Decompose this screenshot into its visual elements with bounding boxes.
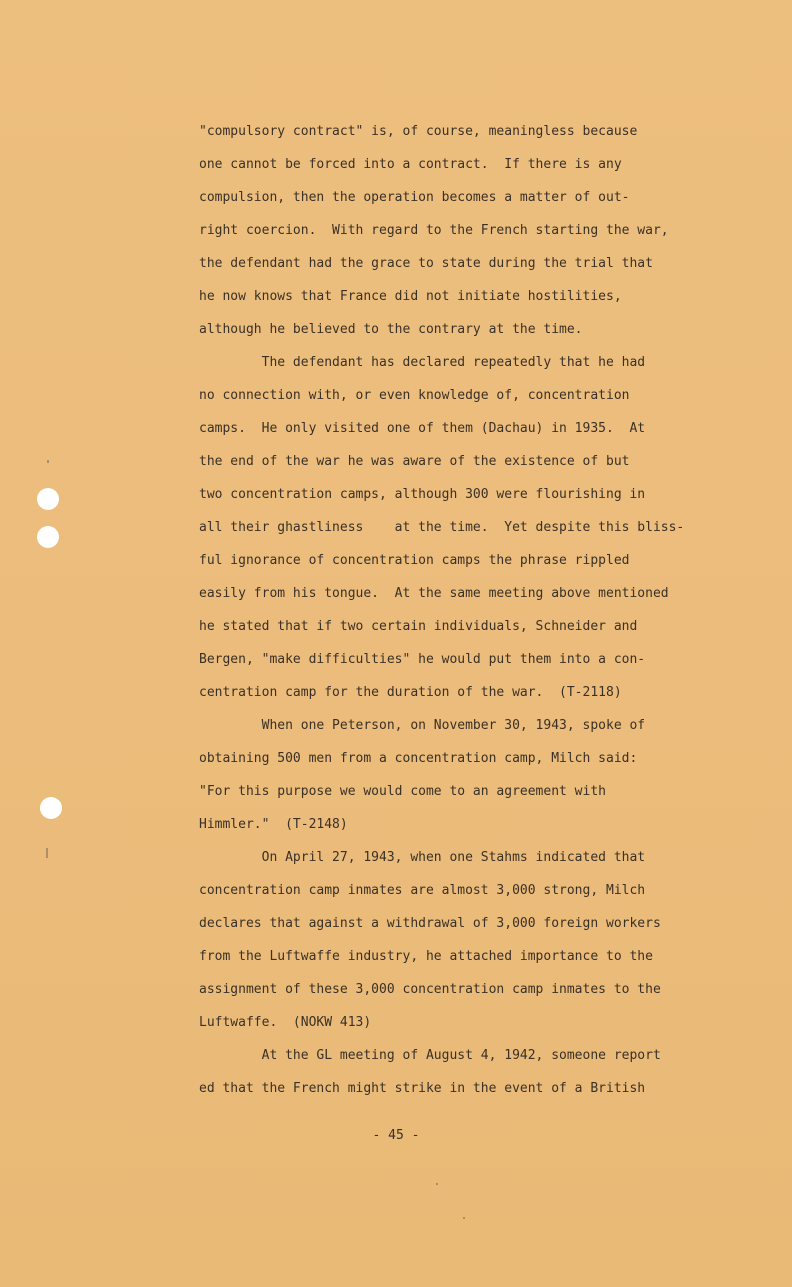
text-line: all their ghastliness at the time. Yet despite this bliss- <box>199 520 685 535</box>
text-line: declares that against a withdrawal of 3,000 foreign workers <box>199 916 661 931</box>
text-line: centration camp for the duration of the war. (T-2118) <box>199 685 622 700</box>
text-line: The defendant has declared repeatedly that he had <box>199 355 646 370</box>
text-line: from the Luftwaffe industry, he attached importance to the <box>199 949 653 964</box>
text-line: Himmler." (T-2148) <box>199 817 348 832</box>
text-line: Bergen, "make difficulties" he would put them into a con- <box>199 652 646 667</box>
paper-speck <box>46 848 48 858</box>
punch-hole-middle <box>37 526 59 548</box>
text-line: one cannot be forced into a contract. If there is any <box>199 157 622 172</box>
text-line: no connection with, or even knowledge of, concentration <box>199 388 630 403</box>
punch-hole-bottom <box>40 797 62 819</box>
text-line: ful ignorance of concentration camps the phrase rippled <box>199 553 630 568</box>
text-line: At the GL meeting of August 4, 1942, someone report <box>199 1048 661 1063</box>
text-line: although he believed to the contrary at the time. <box>199 322 583 337</box>
text-line: camps. He only visited one of them (Dachau) in 1935. At <box>199 421 646 436</box>
text-line: easily from his tongue. At the same meeting above mentioned <box>199 586 669 601</box>
text-line: he stated that if two certain individuals, Schneider and <box>199 619 638 634</box>
text-line: When one Peterson, on November 30, 1943, spoke of <box>199 718 646 733</box>
text-line: "For this purpose we would come to an agreement with <box>199 784 606 799</box>
paper-speck <box>47 460 49 463</box>
paper-speck <box>463 1217 465 1219</box>
text-line: ed that the French might strike in the event of a British <box>199 1081 646 1096</box>
text-line: "compulsory contract" is, of course, meaningless because <box>199 124 638 139</box>
text-line: Luftwaffe. (NOKW 413) <box>199 1015 372 1030</box>
text-line: he now knows that France did not initiate hostilities, <box>199 289 622 304</box>
paper-speck <box>436 1183 438 1185</box>
text-line: two concentration camps, although 300 were flourishing in <box>199 487 646 502</box>
text-line: On April 27, 1943, when one Stahms indicated that <box>199 850 646 865</box>
text-line: compulsion, then the operation becomes a matter of out- <box>199 190 630 205</box>
text-line: right coercion. With regard to the French starting the war, <box>199 223 669 238</box>
text-line: the defendant had the grace to state during the trial that <box>199 256 653 271</box>
text-line: obtaining 500 men from a concentration camp, Milch said: <box>199 751 638 766</box>
text-line: the end of the war he was aware of the existence of but <box>199 454 630 469</box>
page-number: - 45 - <box>372 1128 420 1143</box>
text-line: assignment of these 3,000 concentration camp inmates to the <box>199 982 661 997</box>
text-line: concentration camp inmates are almost 3,000 strong, Milch <box>199 883 646 898</box>
punch-hole-top <box>37 488 59 510</box>
